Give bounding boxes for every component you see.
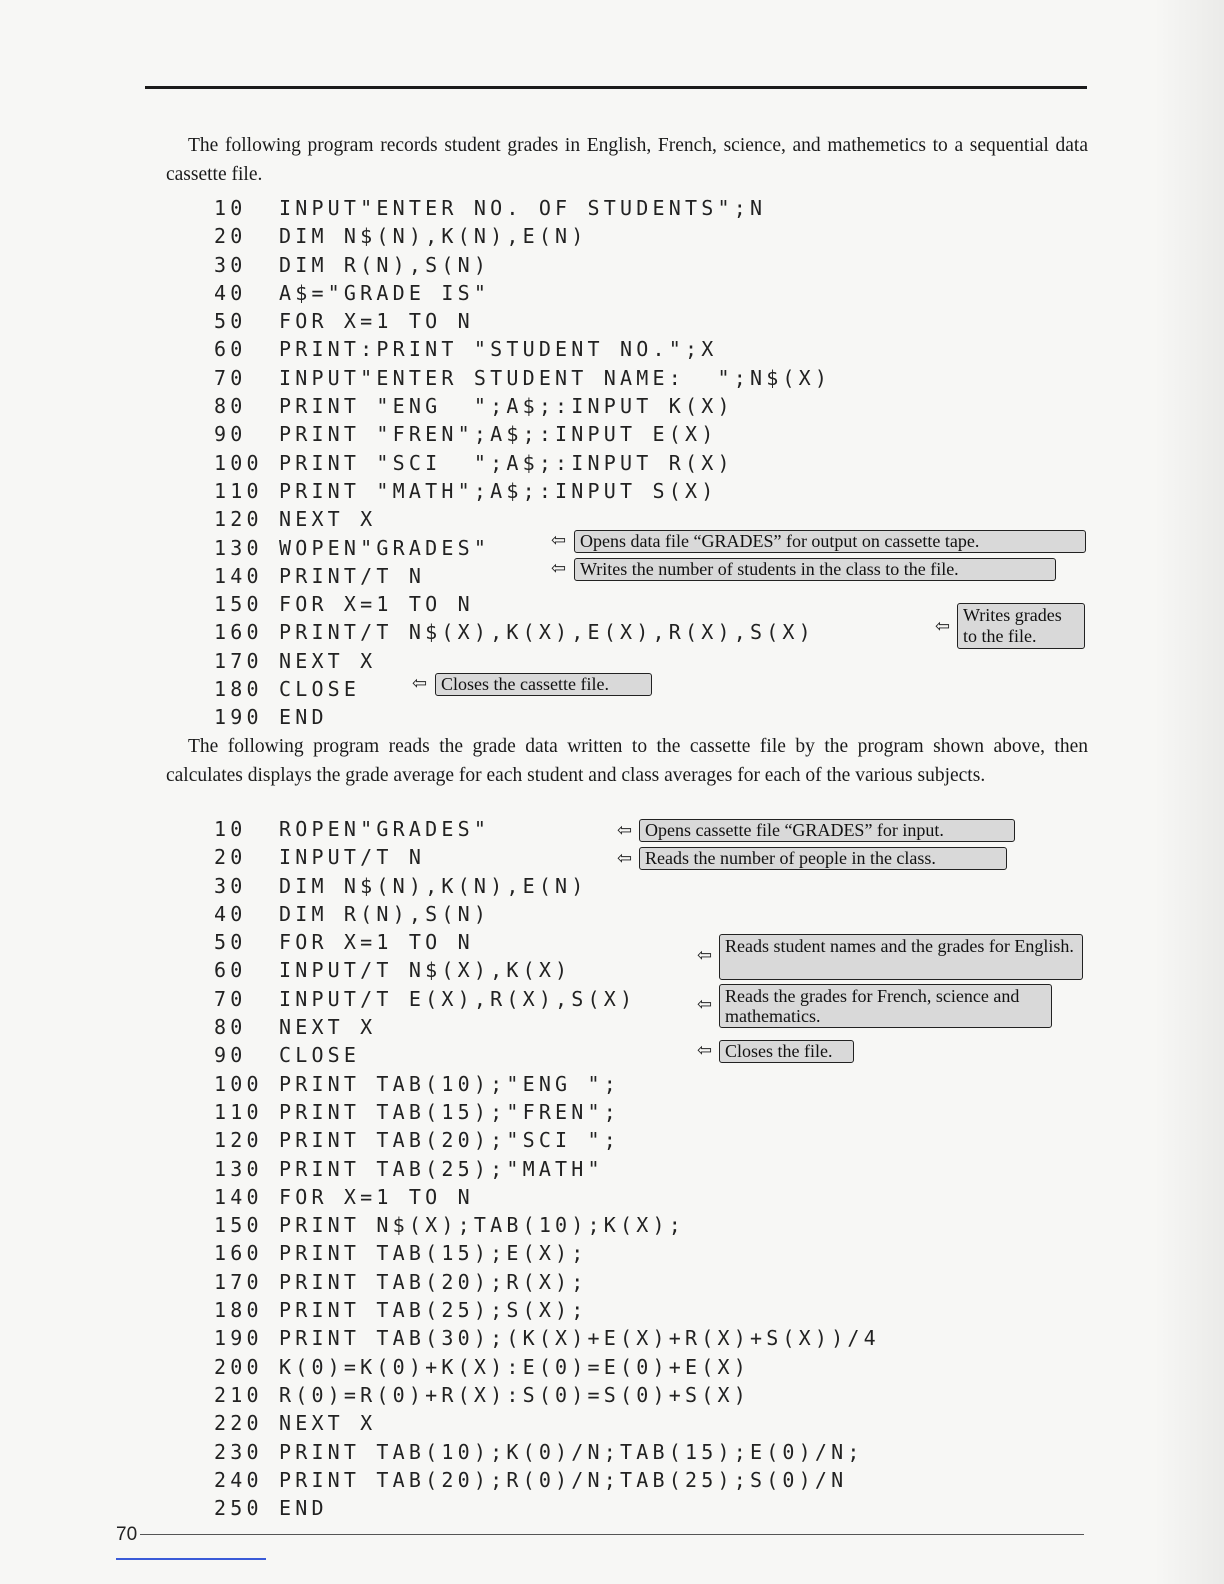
code-line: 230 PRINT TAB(10);K(0)/N;TAB(15);E(0)/N;	[214, 1439, 864, 1464]
note-ropen: Opens cassette file “GRADES” for input.	[639, 819, 1015, 842]
code-line: 30 DIM R(N),S(N)	[214, 252, 491, 277]
code-line: 20 INPUT/T N	[214, 845, 426, 870]
code-line: 150 FOR X=1 TO N	[214, 592, 474, 617]
code-line: 210 R(0)=R(0)+R(X):S(0)=S(0)+S(X)	[214, 1382, 750, 1407]
note-print-grades: Writes grades to the file.	[957, 603, 1085, 649]
note-close-1: Closes the cassette file.	[435, 673, 652, 696]
code-line: 140 FOR X=1 TO N	[214, 1184, 474, 1209]
code-line: 10 ROPEN"GRADES"	[214, 817, 491, 841]
code-line: 190 PRINT TAB(30);(K(X)+E(X)+R(X)+S(X))/4	[214, 1326, 880, 1351]
code-line: 30 DIM N$(N),K(N),E(N)	[214, 873, 588, 898]
page-edge-shadow	[1154, 0, 1224, 1584]
code-line: 220 NEXT X	[214, 1411, 377, 1436]
code-line: 20 DIM N$(N),K(N),E(N)	[214, 224, 588, 249]
code-line: 50 FOR X=1 TO N	[214, 930, 474, 955]
code-line: 100 PRINT "SCI ";A$;:INPUT R(X)	[214, 450, 734, 475]
code-line: 120 NEXT X	[214, 507, 377, 532]
arrow-left-icon: ⇦	[697, 1040, 713, 1061]
code-line: 60 INPUT/T N$(X),K(X)	[214, 958, 572, 983]
code-line: 130 WOPEN"GRADES"	[214, 535, 491, 560]
code-line: 40 DIM R(N),S(N)	[214, 901, 491, 926]
note-read-grades: Reads the grades for French, science and mathematics.	[719, 984, 1052, 1028]
code-line: 80 NEXT X	[214, 1015, 377, 1040]
code-line: 50 FOR X=1 TO N	[214, 309, 474, 334]
note-read-names: Reads student names and the grades for English.	[719, 934, 1083, 980]
page-number: 70	[116, 1524, 138, 1545]
code-line: 90 CLOSE	[214, 1043, 361, 1068]
code-line: 40 A$="GRADE IS"	[214, 280, 491, 305]
note-input-n: Reads the number of people in the class.	[639, 847, 1007, 870]
arrow-left-icon: ⇦	[697, 994, 713, 1015]
arrow-left-icon: ⇦	[617, 820, 633, 841]
code-line: 110 PRINT TAB(15);"FREN";	[214, 1099, 621, 1124]
code-line: 130 PRINT TAB(25);"MATH"	[214, 1156, 604, 1181]
note-wopen: Opens data file “GRADES” for output on cassette tape.	[574, 530, 1086, 553]
code-line: 70 INPUT/T E(X),R(X),S(X)	[214, 986, 637, 1011]
footer-rule	[140, 1534, 1084, 1535]
header-rule	[145, 86, 1087, 89]
code-line: 100 PRINT TAB(10);"ENG ";	[214, 1071, 621, 1096]
code-line: 70 INPUT"ENTER STUDENT NAME: ";N$(X)	[214, 365, 832, 390]
code-line: 110 PRINT "MATH";A$;:INPUT S(X)	[214, 478, 718, 503]
code-line: 170 PRINT TAB(20);R(X);	[214, 1269, 588, 1294]
code-line: 180 CLOSE	[214, 677, 361, 702]
code-line: 80 PRINT "ENG ";A$;:INPUT K(X)	[214, 394, 734, 419]
code-line: 250 END	[214, 1496, 328, 1521]
code-line: 150 PRINT N$(X);TAB(10);K(X);	[214, 1213, 685, 1238]
note-close-2: Closes the file.	[719, 1040, 854, 1063]
program-listing-1	[214, 194, 831, 732]
intro-paragraph-2: The following program reads the grade data written to the cassette file by the program shown above, then calculates displays the grade average for each student and class averages for each of the various subjects.	[166, 736, 1088, 786]
intro-paragraph-1: The following program records student grades in English, French, science, and mathemetics to a sequential data cassette file.	[166, 135, 1088, 185]
arrow-left-icon: ⇦	[935, 616, 951, 637]
footer-link-underline	[116, 1558, 266, 1560]
code-line: 240 PRINT TAB(20);R(0)/N;TAB(25);S(0)/N	[214, 1467, 848, 1492]
code-line: 10 INPUT"ENTER NO. OF STUDENTS";N	[214, 196, 767, 220]
code-line: 180 PRINT TAB(25);S(X);	[214, 1298, 588, 1323]
code-line: 170 NEXT X	[214, 648, 377, 673]
arrow-left-icon: ⇦	[551, 530, 567, 551]
code-line: 160 PRINT/T N$(X),K(X),E(X),R(X),S(X)	[214, 620, 815, 645]
arrow-left-icon: ⇦	[551, 558, 567, 579]
code-line: 200 K(0)=K(0)+K(X):E(0)=E(0)+E(X)	[214, 1354, 750, 1379]
program-listing-2	[214, 815, 880, 1522]
code-line: 90 PRINT "FREN";A$;:INPUT E(X)	[214, 422, 718, 447]
arrow-left-icon: ⇦	[697, 945, 713, 966]
code-line: 160 PRINT TAB(15);E(X);	[214, 1241, 588, 1266]
code-line: 120 PRINT TAB(20);"SCI ";	[214, 1128, 621, 1153]
code-line: 190 END	[214, 705, 328, 730]
code-line: 60 PRINT:PRINT "STUDENT NO.";X	[214, 337, 718, 362]
arrow-left-icon: ⇦	[412, 673, 428, 694]
code-line: 140 PRINT/T N	[214, 563, 426, 588]
note-print-n: Writes the number of students in the class to the file.	[574, 558, 1056, 581]
arrow-left-icon: ⇦	[617, 848, 633, 869]
